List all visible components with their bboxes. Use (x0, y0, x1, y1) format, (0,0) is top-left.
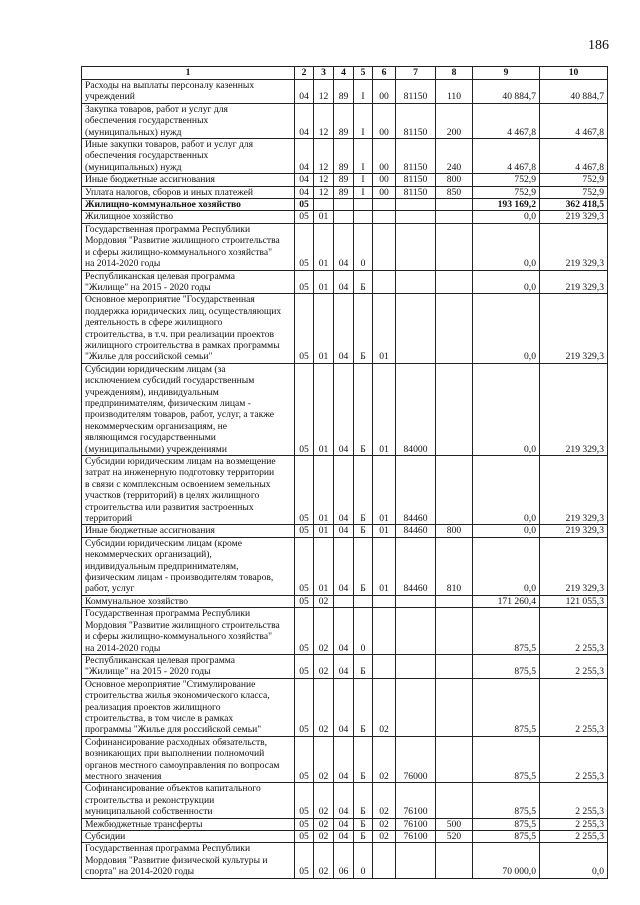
column-header: 4 (334, 67, 354, 80)
item-description (82, 831, 295, 843)
expense-type-code (436, 211, 473, 223)
direction-code (396, 223, 436, 270)
program-code: 04 (334, 831, 354, 843)
program-code: 04 (334, 525, 354, 537)
amount-col-9: 752,9 (473, 186, 540, 198)
column-header: 9 (473, 67, 540, 80)
column-header: 3 (314, 67, 334, 80)
program-code: 89 (334, 174, 354, 186)
subprogram-code (354, 199, 373, 211)
expense-type-code: 810 (436, 537, 473, 595)
subsection-code: 01 (314, 294, 334, 363)
amount-col-10: 752,9 (540, 186, 608, 198)
expense-type-code (436, 654, 473, 678)
activity-code (373, 211, 396, 223)
activity-code: 02 (373, 783, 396, 818)
subsection-code: 12 (314, 139, 334, 174)
activity-code (373, 199, 396, 211)
description-text: Уплата налогов, сборов и иных платежей (85, 186, 254, 198)
direction-code: 84460 (396, 525, 436, 537)
direction-code (396, 211, 436, 223)
table-row (82, 211, 608, 223)
subsection-code: 02 (314, 595, 334, 607)
table-row (82, 525, 608, 537)
program-code (334, 211, 354, 223)
item-description (82, 294, 295, 363)
item-description (82, 174, 295, 186)
item-description (82, 843, 295, 878)
section-code: 05 (295, 211, 314, 223)
activity-code (373, 595, 396, 607)
activity-code: 01 (373, 537, 396, 595)
item-description (82, 736, 295, 783)
table-row (82, 80, 608, 104)
description-text: Государственная программа Республики Мордовия "Развитие жилищного строительства и сферы жилищно-коммунального хозяйства" на 2014-2020 годы (85, 223, 280, 270)
subsection-code: 12 (314, 186, 334, 198)
program-code: 89 (334, 139, 354, 174)
activity-code: 00 (373, 80, 396, 104)
amount-col-9: 0,0 (473, 525, 540, 537)
amount-col-9: 875,5 (473, 608, 540, 655)
item-description (82, 654, 295, 678)
description-text: Софинансирование расходных обязательств, возникающих при выполнении полномочий органов местного самоуправления по вопросам местного значения (85, 736, 280, 782)
item-description (82, 525, 295, 537)
activity-code: 01 (373, 294, 396, 363)
subsection-code: 12 (314, 174, 334, 186)
subprogram-code: I (354, 80, 373, 104)
subsection-code: 12 (314, 103, 334, 138)
page-number: 186 (588, 38, 609, 53)
amount-col-10: 219 329,3 (540, 456, 608, 525)
amount-col-10: 219 329,3 (540, 525, 608, 537)
direction-code: 76100 (396, 818, 436, 830)
section-code: 05 (295, 595, 314, 607)
subprogram-code (354, 211, 373, 223)
subsection-code: 02 (314, 831, 334, 843)
description-text: Межбюджетные трансферты (85, 818, 203, 830)
expense-type-code: 110 (436, 80, 473, 104)
description-text: Субсидии (85, 831, 126, 842)
description-text: Государственная программа Республики Мордовия "Развитие физической культуры и спорта" на 2014-2020 годы (85, 843, 268, 878)
activity-code: 00 (373, 103, 396, 138)
section-code: 05 (295, 525, 314, 537)
subsection-code: 02 (314, 818, 334, 830)
expense-type-code (436, 294, 473, 363)
expense-type-code (436, 736, 473, 783)
subprogram-code (354, 595, 373, 607)
table-row (82, 654, 608, 678)
activity-code: 01 (373, 525, 396, 537)
expense-type-code (436, 363, 473, 455)
direction-code: 81150 (396, 80, 436, 104)
item-description (82, 783, 295, 818)
expense-type-code (436, 223, 473, 270)
subprogram-code: Б (354, 818, 373, 830)
amount-col-10: 752,9 (540, 174, 608, 186)
item-description (82, 595, 295, 607)
amount-col-9: 875,5 (473, 736, 540, 783)
program-code: 04 (334, 456, 354, 525)
program-code: 04 (334, 537, 354, 595)
table-row (82, 608, 608, 655)
activity-code: 02 (373, 736, 396, 783)
section-code: 05 (295, 736, 314, 783)
program-code: 89 (334, 103, 354, 138)
program-code (334, 199, 354, 211)
column-header: 1 (82, 67, 295, 80)
item-description (82, 223, 295, 270)
subsection-code (314, 199, 334, 211)
table-row (82, 818, 608, 830)
program-code: 89 (334, 80, 354, 104)
section-code: 05 (295, 270, 314, 294)
subprogram-code: I (354, 103, 373, 138)
budget-table (81, 66, 608, 879)
description-text: Закупка товаров, работ и услуг для обеспечения государственных (муниципальных) нужд (85, 103, 228, 138)
table-row (82, 294, 608, 363)
table-body (82, 80, 608, 879)
subsection-code: 02 (314, 736, 334, 783)
description-text: Софинансирование объектов капитального строительства и реконструкции муниципальной собственности (85, 783, 261, 818)
item-description (82, 537, 295, 595)
subprogram-code: Б (354, 736, 373, 783)
activity-code: 01 (373, 456, 396, 525)
subprogram-code: Б (354, 678, 373, 736)
table-row (82, 139, 608, 174)
subsection-code: 01 (314, 537, 334, 595)
amount-col-9: 4 467,8 (473, 103, 540, 138)
section-code: 05 (295, 456, 314, 525)
subsection-code: 01 (314, 525, 334, 537)
column-header: 6 (373, 67, 396, 80)
section-code: 05 (295, 608, 314, 655)
item-description (82, 211, 295, 223)
section-code: 05 (295, 294, 314, 363)
subsection-code: 01 (314, 211, 334, 223)
program-code: 04 (334, 736, 354, 783)
description-text: Иные бюджетные ассигнования (85, 525, 215, 537)
amount-col-9: 0,0 (473, 211, 540, 223)
amount-col-9: 171 260,4 (473, 595, 540, 607)
expense-type-code: 240 (436, 139, 473, 174)
subprogram-code: Б (354, 537, 373, 595)
program-code (334, 595, 354, 607)
direction-code: 84460 (396, 456, 436, 525)
item-description (82, 456, 295, 525)
program-code: 04 (334, 678, 354, 736)
description-text: Жилищно-коммунальное хозяйство (85, 199, 241, 211)
section-code: 05 (295, 654, 314, 678)
description-text: Расходы на выплаты персоналу казенных учреждений (85, 80, 255, 103)
description-text: Основное мероприятие "Стимулирование строительства жилья экономического класса, реализация проектов жилищного строительства, в том числе в рамках программы "Жилье для российской семьи" (85, 678, 270, 736)
amount-col-9: 0,0 (473, 270, 540, 294)
section-code: 04 (295, 139, 314, 174)
direction-code: 76000 (396, 736, 436, 783)
item-description (82, 818, 295, 830)
expense-type-code: 200 (436, 103, 473, 138)
amount-col-9: 875,5 (473, 783, 540, 818)
amount-col-9: 875,5 (473, 831, 540, 843)
section-code: 05 (295, 678, 314, 736)
amount-col-10: 219 329,3 (540, 363, 608, 455)
amount-col-10: 40 884,7 (540, 80, 608, 104)
direction-code: 81150 (396, 139, 436, 174)
amount-col-10: 2 255,3 (540, 831, 608, 843)
item-description (82, 139, 295, 174)
column-header: 8 (436, 67, 473, 80)
amount-col-10: 121 055,3 (540, 595, 608, 607)
item-description (82, 199, 295, 211)
section-code: 05 (295, 818, 314, 830)
description-text: Субсидии юридическим лицам (кроме некоммерческих организаций), индивидуальным предпринимателям, физическим лицам - производителям товаров, работ, услуг (85, 537, 274, 595)
direction-code: 81150 (396, 174, 436, 186)
table-row (82, 456, 608, 525)
amount-col-9: 0,0 (473, 294, 540, 363)
expense-type-code (436, 608, 473, 655)
subprogram-code: Б (354, 831, 373, 843)
section-code: 05 (295, 223, 314, 270)
amount-col-10: 219 329,3 (540, 537, 608, 595)
subsection-code: 02 (314, 783, 334, 818)
expense-type-code (436, 595, 473, 607)
amount-col-9: 875,5 (473, 678, 540, 736)
program-code: 04 (334, 223, 354, 270)
activity-code: 00 (373, 139, 396, 174)
activity-code: 02 (373, 831, 396, 843)
section-code: 04 (295, 174, 314, 186)
subprogram-code: Б (354, 363, 373, 455)
item-description (82, 270, 295, 294)
expense-type-code (436, 678, 473, 736)
amount-col-10: 2 255,3 (540, 818, 608, 830)
direction-code (396, 294, 436, 363)
subsection-code: 01 (314, 456, 334, 525)
table-row (82, 843, 608, 878)
activity-code (373, 270, 396, 294)
program-code: 06 (334, 843, 354, 878)
subprogram-code: 0 (354, 608, 373, 655)
description-text: Жилищное хозяйство (85, 211, 174, 223)
subprogram-code: 0 (354, 223, 373, 270)
table-row (82, 174, 608, 186)
amount-col-9: 4 467,8 (473, 139, 540, 174)
amount-col-9: 0,0 (473, 363, 540, 455)
direction-code (396, 270, 436, 294)
direction-code (396, 843, 436, 878)
header-row (82, 67, 608, 80)
section-code: 05 (295, 783, 314, 818)
item-description (82, 608, 295, 655)
amount-col-10: 219 329,3 (540, 211, 608, 223)
item-description (82, 80, 295, 104)
amount-col-9: 0,0 (473, 456, 540, 525)
direction-code: 84460 (396, 537, 436, 595)
table-row (82, 595, 608, 607)
amount-col-10: 2 255,3 (540, 736, 608, 783)
description-text: Субсидии юридическим лицам (за исключением субсидий государственным учреждениям), индивидуальным предпринимателям, физическим лицам - производителям товаров, работ, услуг, а также некоммерческим организациям, не являющимся государственными (муниципальными) учреждениями (85, 363, 275, 455)
amount-col-9: 752,9 (473, 174, 540, 186)
activity-code: 02 (373, 678, 396, 736)
activity-code: 01 (373, 363, 396, 455)
direction-code (396, 595, 436, 607)
amount-col-9: 0,0 (473, 223, 540, 270)
activity-code (373, 608, 396, 655)
subprogram-code: I (354, 174, 373, 186)
subsection-code: 01 (314, 363, 334, 455)
item-description (82, 363, 295, 455)
subsection-code: 02 (314, 678, 334, 736)
table-row (82, 783, 608, 818)
table-row (82, 678, 608, 736)
subprogram-code: 0 (354, 843, 373, 878)
subprogram-code: I (354, 186, 373, 198)
activity-code: 02 (373, 818, 396, 830)
subprogram-code: Б (354, 294, 373, 363)
subprogram-code: Б (354, 783, 373, 818)
activity-code (373, 654, 396, 678)
program-code: 04 (334, 608, 354, 655)
amount-col-10: 219 329,3 (540, 270, 608, 294)
direction-code: 76100 (396, 783, 436, 818)
table-row (82, 363, 608, 455)
amount-col-9: 875,5 (473, 654, 540, 678)
subsection-code: 12 (314, 80, 334, 104)
activity-code: 00 (373, 174, 396, 186)
direction-code: 84000 (396, 363, 436, 455)
section-code: 05 (295, 831, 314, 843)
description-text: Иные бюджетные ассигнования (85, 174, 215, 186)
program-code: 04 (334, 363, 354, 455)
description-text: Субсидии юридическим лицам на возмещение затрат на инженерную подготовку территории в связи с комплексным освоением земельных участков (территорий) в целях жилищного строительства или развития застроенных территорий (85, 456, 276, 525)
direction-code (396, 608, 436, 655)
subprogram-code: Б (354, 525, 373, 537)
expense-type-code: 850 (436, 186, 473, 198)
expense-type-code: 800 (436, 525, 473, 537)
amount-col-10: 362 418,5 (540, 199, 608, 211)
section-code: 04 (295, 103, 314, 138)
section-code: 05 (295, 363, 314, 455)
amount-col-10: 219 329,3 (540, 223, 608, 270)
direction-code (396, 199, 436, 211)
expense-type-code: 800 (436, 174, 473, 186)
direction-code (396, 654, 436, 678)
activity-code: 00 (373, 186, 396, 198)
column-header: 2 (295, 67, 314, 80)
program-code: 89 (334, 186, 354, 198)
column-header: 10 (540, 67, 608, 80)
subprogram-code: Б (354, 270, 373, 294)
description-text: Республиканская целевая программа "Жилище" на 2015 - 2020 годы (85, 270, 236, 293)
column-header: 5 (354, 67, 373, 80)
section-code: 04 (295, 80, 314, 104)
expense-type-code (436, 270, 473, 294)
table-row (82, 223, 608, 270)
amount-col-10: 4 467,8 (540, 103, 608, 138)
amount-col-9: 875,5 (473, 818, 540, 830)
activity-code (373, 843, 396, 878)
expense-type-code (436, 843, 473, 878)
program-code: 04 (334, 294, 354, 363)
amount-col-9: 0,0 (473, 537, 540, 595)
description-text: Основное мероприятие "Государственная поддержка юридических лиц, осуществляющих деятельность в сфере жилищного строительства, в т.ч. при реализации проектов жилищного строительства в рамках программы "Жилье для российской семьи" (85, 294, 282, 363)
amount-col-10: 0,0 (540, 843, 608, 878)
expense-type-code: 500 (436, 818, 473, 830)
direction-code: 81150 (396, 186, 436, 198)
amount-col-10: 2 255,3 (540, 608, 608, 655)
section-code: 04 (295, 186, 314, 198)
table-row (82, 199, 608, 211)
table-row (82, 831, 608, 843)
subprogram-code: Б (354, 654, 373, 678)
amount-col-10: 4 467,8 (540, 139, 608, 174)
amount-col-10: 219 329,3 (540, 294, 608, 363)
subsection-code: 02 (314, 843, 334, 878)
table-row (82, 103, 608, 138)
direction-code (396, 678, 436, 736)
amount-col-9: 40 884,7 (473, 80, 540, 104)
table-row (82, 736, 608, 783)
amount-col-9: 70 000,0 (473, 843, 540, 878)
program-code: 04 (334, 818, 354, 830)
description-text: Коммунальное хозяйство (85, 595, 189, 607)
table-row (82, 186, 608, 198)
direction-code: 76100 (396, 831, 436, 843)
item-description (82, 678, 295, 736)
column-header: 7 (396, 67, 436, 80)
subsection-code: 01 (314, 270, 334, 294)
program-code: 04 (334, 654, 354, 678)
description-text: Государственная программа Республики Мордовия "Развитие жилищного строительства и сферы жилищно-коммунального хозяйства" на 2014-2020 годы (85, 608, 280, 654)
expense-type-code: 520 (436, 831, 473, 843)
expense-type-code (436, 199, 473, 211)
program-code: 04 (334, 270, 354, 294)
subprogram-code: I (354, 139, 373, 174)
amount-col-9: 193 169,2 (473, 199, 540, 211)
section-code: 05 (295, 537, 314, 595)
description-text: Республиканская целевая программа "Жилище" на 2015 - 2020 годы (85, 654, 236, 678)
program-code: 04 (334, 783, 354, 818)
section-code: 05 (295, 843, 314, 878)
direction-code: 81150 (396, 103, 436, 138)
amount-col-10: 2 255,3 (540, 654, 608, 678)
item-description (82, 186, 295, 198)
expense-type-code (436, 456, 473, 525)
subprogram-code: Б (354, 456, 373, 525)
amount-col-10: 2 255,3 (540, 678, 608, 736)
subsection-code: 02 (314, 654, 334, 678)
subsection-code: 01 (314, 223, 334, 270)
table-row (82, 537, 608, 595)
subsection-code: 02 (314, 608, 334, 655)
table-row (82, 270, 608, 294)
expense-type-code (436, 783, 473, 818)
amount-col-10: 2 255,3 (540, 783, 608, 818)
section-code: 05 (295, 199, 314, 211)
item-description (82, 103, 295, 138)
activity-code (373, 223, 396, 270)
description-text: Иные закупки товаров, работ и услуг для обеспечения государственных (муниципальных) нужд (85, 139, 254, 173)
